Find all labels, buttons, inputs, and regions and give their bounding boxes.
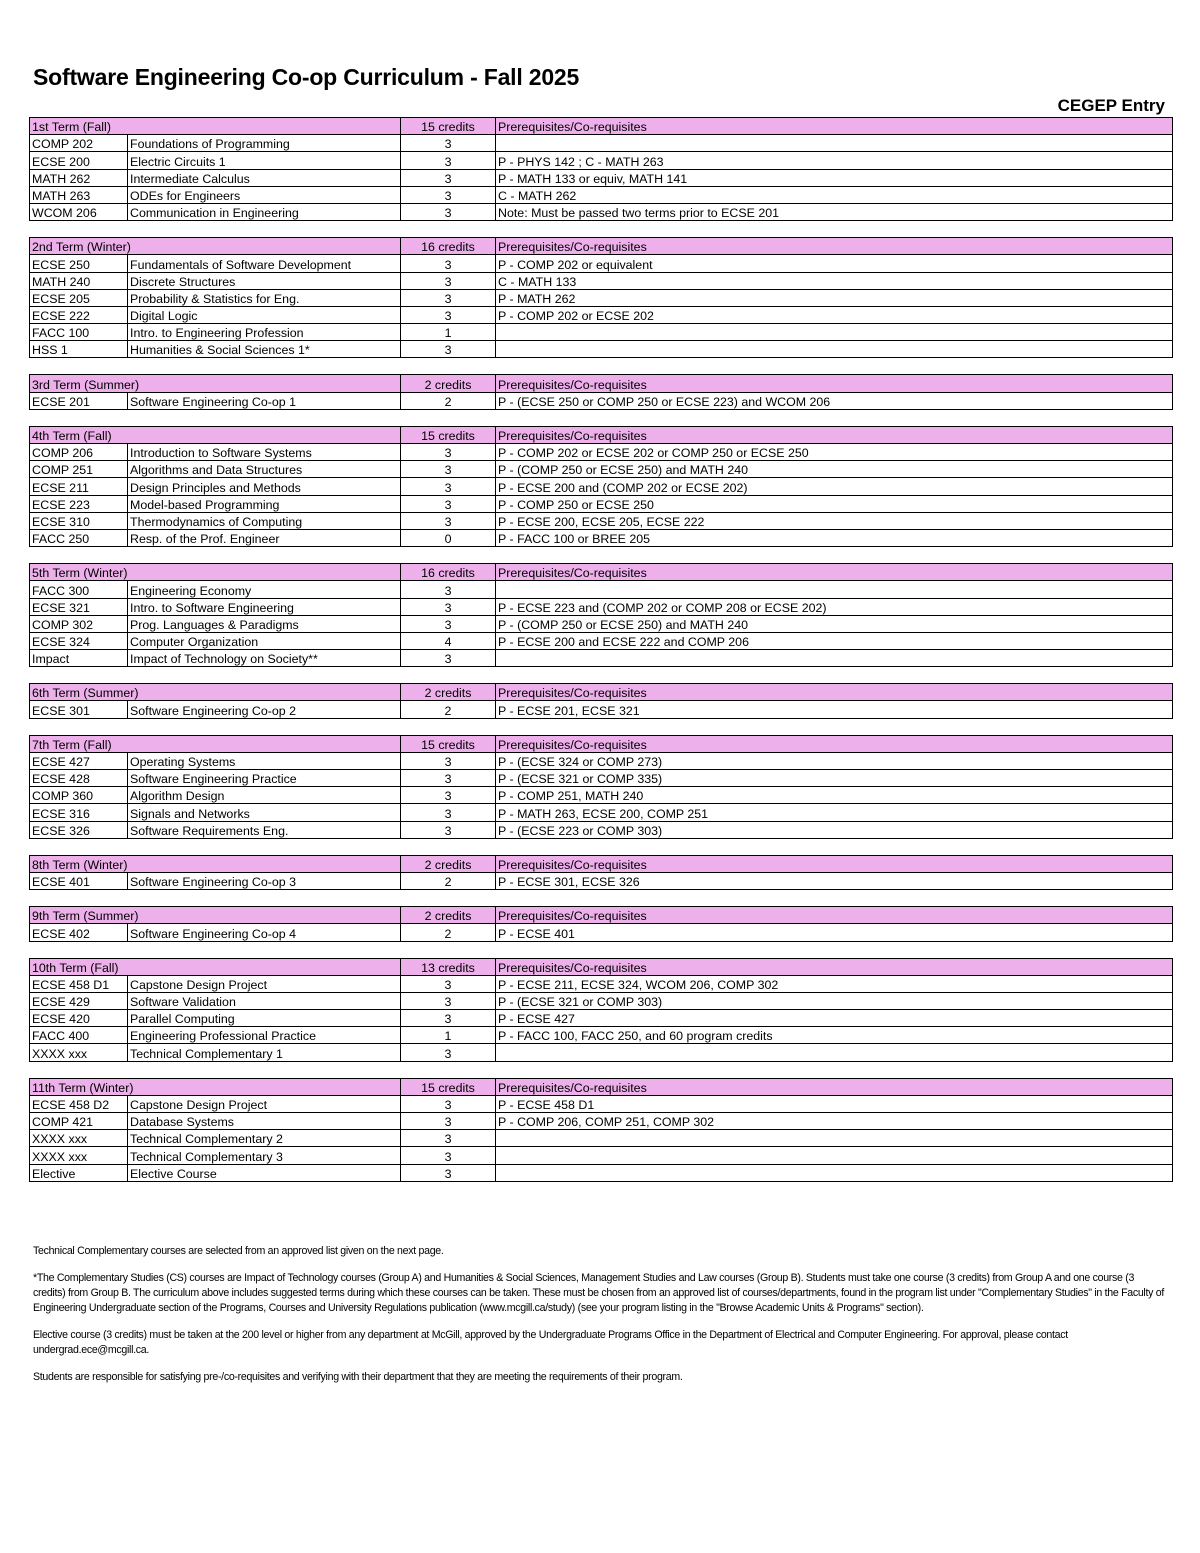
course-title: Algorithms and Data Structures (128, 461, 401, 478)
course-row (30, 169, 1173, 186)
course-row (30, 872, 1173, 889)
course-credits: 3 (401, 1147, 496, 1164)
course-row (30, 1113, 1173, 1130)
term-table (29, 855, 1173, 890)
prereq-header: Prerequisites/Co-requisites (496, 958, 1173, 975)
course-credits: 3 (401, 203, 496, 220)
course-credits: 3 (401, 135, 496, 152)
term-name: 2nd Term (Winter) (30, 238, 401, 255)
course-prereq: P - (ECSE 250 or COMP 250 or ECSE 223) and WCOM 206 (496, 392, 1173, 409)
course-title: Computer Organization (128, 632, 401, 649)
course-code: ECSE 301 (30, 701, 128, 718)
course-title: Software Engineering Co-op 3 (128, 872, 401, 889)
course-title: Software Engineering Co-op 1 (128, 392, 401, 409)
course-credits: 1 (401, 324, 496, 341)
course-title: Database Systems (128, 1113, 401, 1130)
prereq-header: Prerequisites/Co-requisites (496, 855, 1173, 872)
course-code: ECSE 326 (30, 821, 128, 838)
prereq-header: Prerequisites/Co-requisites (496, 1078, 1173, 1095)
course-title: Introduction to Software Systems (128, 444, 401, 461)
term-name: 7th Term (Fall) (30, 735, 401, 752)
course-credits: 3 (401, 992, 496, 1009)
term-table (29, 563, 1173, 667)
course-row (30, 341, 1173, 358)
course-prereq: P - MATH 133 or equiv, MATH 141 (496, 169, 1173, 186)
course-title: Signals and Networks (128, 804, 401, 821)
course-code: COMP 251 (30, 461, 128, 478)
course-title: Software Engineering Practice (128, 770, 401, 787)
note-elective: Elective course (3 credits) must be taken at the 200 level or higher from any department at McGill, approved by the Undergraduate Programs Office in the Department of Electrical and Computer Engineering. For approval, please contact undergrad.ece@mcgill.ca. (33, 1329, 1068, 1356)
course-title: Intro. to Software Engineering (128, 598, 401, 615)
course-code: ECSE 310 (30, 512, 128, 529)
course-code: ECSE 223 (30, 495, 128, 512)
course-row (30, 1044, 1173, 1061)
course-title: Capstone Design Project (128, 975, 401, 992)
course-credits: 3 (401, 1010, 496, 1027)
course-code: ECSE 401 (30, 872, 128, 889)
course-code: ECSE 324 (30, 632, 128, 649)
course-row (30, 615, 1173, 632)
course-code: COMP 360 (30, 787, 128, 804)
prereq-header: Prerequisites/Co-requisites (496, 735, 1173, 752)
course-credits: 2 (401, 872, 496, 889)
course-title: Software Validation (128, 992, 401, 1009)
course-code: HSS 1 (30, 341, 128, 358)
course-row (30, 1147, 1173, 1164)
course-row (30, 804, 1173, 821)
term-credits: 2 credits (401, 684, 496, 701)
term-name: 10th Term (Fall) (30, 958, 401, 975)
course-credits: 3 (401, 821, 496, 838)
prereq-header: Prerequisites/Co-requisites (496, 375, 1173, 392)
course-credits: 3 (401, 306, 496, 323)
term-name: 8th Term (Winter) (30, 855, 401, 872)
prereq-header: Prerequisites/Co-requisites (496, 118, 1173, 135)
course-code: ECSE 402 (30, 924, 128, 941)
course-title: Discrete Structures (128, 272, 401, 289)
term-credits: 2 credits (401, 375, 496, 392)
course-row (30, 650, 1173, 667)
course-prereq: P - ECSE 200 and ECSE 222 and COMP 206 (496, 632, 1173, 649)
course-credits: 3 (401, 289, 496, 306)
course-code: WCOM 206 (30, 203, 128, 220)
course-row (30, 770, 1173, 787)
course-prereq: C - MATH 133 (496, 272, 1173, 289)
course-prereq (496, 341, 1173, 358)
course-prereq (496, 650, 1173, 667)
term-table (29, 1078, 1173, 1182)
course-code: COMP 421 (30, 1113, 128, 1130)
course-code: Impact (30, 650, 128, 667)
course-credits: 2 (401, 924, 496, 941)
term-header-row (30, 735, 1173, 752)
course-title: Probability & Statistics for Eng. (128, 289, 401, 306)
course-prereq: P - COMP 202 or ECSE 202 or COMP 250 or ECSE 250 (496, 444, 1173, 461)
course-credits: 3 (401, 1130, 496, 1147)
course-credits: 2 (401, 392, 496, 409)
course-title: Intermediate Calculus (128, 169, 401, 186)
course-credits: 3 (401, 598, 496, 615)
course-row (30, 1164, 1173, 1181)
course-title: Intro. to Engineering Profession (128, 324, 401, 341)
course-row (30, 324, 1173, 341)
term-table (29, 237, 1173, 358)
term-table (29, 374, 1173, 409)
term-name: 1st Term (Fall) (30, 118, 401, 135)
course-row (30, 992, 1173, 1009)
course-row (30, 975, 1173, 992)
course-title: Elective Course (128, 1164, 401, 1181)
course-prereq: P - FACC 100 or BREE 205 (496, 529, 1173, 546)
course-row (30, 289, 1173, 306)
term-table (29, 426, 1173, 547)
course-code: XXXX xxx (30, 1130, 128, 1147)
course-title: Operating Systems (128, 752, 401, 769)
term-table (29, 735, 1173, 839)
course-prereq: P - (ECSE 321 or COMP 335) (496, 770, 1173, 787)
course-title: Technical Complementary 3 (128, 1147, 401, 1164)
term-header-row (30, 907, 1173, 924)
course-row (30, 152, 1173, 169)
course-credits: 3 (401, 152, 496, 169)
term-credits: 2 credits (401, 907, 496, 924)
course-prereq: P - PHYS 142 ; C - MATH 263 (496, 152, 1173, 169)
course-row (30, 581, 1173, 598)
term-header-row (30, 118, 1173, 135)
course-row (30, 529, 1173, 546)
course-prereq (496, 1044, 1173, 1061)
course-prereq: P - MATH 263, ECSE 200, COMP 251 (496, 804, 1173, 821)
course-credits: 3 (401, 478, 496, 495)
course-code: XXXX xxx (30, 1044, 128, 1061)
course-row (30, 821, 1173, 838)
course-title: Impact of Technology on Society** (128, 650, 401, 667)
course-credits: 3 (401, 752, 496, 769)
course-prereq: P - ECSE 200, ECSE 205, ECSE 222 (496, 512, 1173, 529)
note-student-responsibility: Students are responsible for satisfying pre-/co-requisites and verifying with their department that they are meeting the requirements of their program. (33, 1371, 683, 1383)
term-name: 11th Term (Winter) (30, 1078, 401, 1095)
course-prereq: P - COMP 251, MATH 240 (496, 787, 1173, 804)
course-title: ODEs for Engineers (128, 186, 401, 203)
course-credits: 3 (401, 495, 496, 512)
course-prereq: P - COMP 202 or ECSE 202 (496, 306, 1173, 323)
term-header-row (30, 684, 1173, 701)
prereq-header: Prerequisites/Co-requisites (496, 564, 1173, 581)
course-row (30, 924, 1173, 941)
term-table (29, 958, 1173, 1062)
course-prereq (496, 1147, 1173, 1164)
course-code: MATH 240 (30, 272, 128, 289)
course-prereq (496, 324, 1173, 341)
term-credits: 2 credits (401, 855, 496, 872)
course-credits: 3 (401, 1113, 496, 1130)
course-code: ECSE 427 (30, 752, 128, 769)
course-code: ECSE 429 (30, 992, 128, 1009)
course-row (30, 787, 1173, 804)
course-prereq: P - (COMP 250 or ECSE 250) and MATH 240 (496, 615, 1173, 632)
course-row (30, 135, 1173, 152)
prereq-header: Prerequisites/Co-requisites (496, 684, 1173, 701)
course-title: Model-based Programming (128, 495, 401, 512)
term-table (29, 683, 1173, 718)
course-code: MATH 263 (30, 186, 128, 203)
course-credits: 3 (401, 444, 496, 461)
course-code: ECSE 250 (30, 255, 128, 272)
course-credits: 2 (401, 701, 496, 718)
course-credits: 3 (401, 770, 496, 787)
curriculum-terms (29, 117, 1172, 1198)
course-credits: 3 (401, 512, 496, 529)
course-code: Elective (30, 1164, 128, 1181)
course-title: Parallel Computing (128, 1010, 401, 1027)
course-prereq: P - ECSE 223 and (COMP 202 or COMP 208 or ECSE 202) (496, 598, 1173, 615)
course-prereq: P - COMP 206, COMP 251, COMP 302 (496, 1113, 1173, 1130)
course-code: COMP 302 (30, 615, 128, 632)
term-header-row (30, 564, 1173, 581)
term-credits: 15 credits (401, 118, 496, 135)
note-complementary-studies: *The Complementary Studies (CS) courses are Impact of Technology courses (Group A) and Humanities & Social Sciences, Management Studies and Law courses (Group B). Students must take one course (3 credits) from Group A and one course (3 credits) from Group B. The curriculum above includes suggested terms during which these courses can be taken. These must be chosen from an approved list of courses/departments, found in the program list under "Complementary Studies" in the Faculty of Engineering Undergraduate section of the Programs, Courses and University Regulations publication (www.mcgill.ca/study) (see your program listing in the "Browse Academic Units & Programs" section). (33, 1272, 1165, 1314)
course-title: Resp. of the Prof. Engineer (128, 529, 401, 546)
course-code: ECSE 316 (30, 804, 128, 821)
course-title: Capstone Design Project (128, 1095, 401, 1112)
term-credits: 13 credits (401, 958, 496, 975)
course-code: ECSE 321 (30, 598, 128, 615)
course-prereq (496, 1130, 1173, 1147)
course-title: Digital Logic (128, 306, 401, 323)
course-prereq: P - (COMP 250 or ECSE 250) and MATH 240 (496, 461, 1173, 478)
course-row (30, 598, 1173, 615)
term-table (29, 117, 1173, 221)
course-prereq: P - COMP 202 or equivalent (496, 255, 1173, 272)
course-credits: 3 (401, 615, 496, 632)
course-prereq: Note: Must be passed two terms prior to ECSE 201 (496, 203, 1173, 220)
course-code: FACC 400 (30, 1027, 128, 1044)
course-code: MATH 262 (30, 169, 128, 186)
entry-type-label: CEGEP Entry (1057, 96, 1165, 115)
course-row (30, 186, 1173, 203)
course-row (30, 1010, 1173, 1027)
term-name: 5th Term (Winter) (30, 564, 401, 581)
course-credits: 1 (401, 1027, 496, 1044)
course-prereq: P - COMP 250 or ECSE 250 (496, 495, 1173, 512)
course-credits: 3 (401, 1095, 496, 1112)
course-credits: 3 (401, 975, 496, 992)
course-row (30, 1130, 1173, 1147)
course-credits: 3 (401, 787, 496, 804)
course-title: Software Engineering Co-op 2 (128, 701, 401, 718)
course-code: COMP 206 (30, 444, 128, 461)
course-prereq: P - ECSE 201, ECSE 321 (496, 701, 1173, 718)
course-row (30, 461, 1173, 478)
course-prereq: P - (ECSE 321 or COMP 303) (496, 992, 1173, 1009)
course-title: Foundations of Programming (128, 135, 401, 152)
term-header-row (30, 238, 1173, 255)
course-row (30, 495, 1173, 512)
course-code: FACC 300 (30, 581, 128, 598)
course-title: Software Engineering Co-op 4 (128, 924, 401, 941)
course-prereq: P - ECSE 301, ECSE 326 (496, 872, 1173, 889)
course-title: Electric Circuits 1 (128, 152, 401, 169)
course-row (30, 701, 1173, 718)
course-row (30, 752, 1173, 769)
course-title: Software Requirements Eng. (128, 821, 401, 838)
term-name: 4th Term (Fall) (30, 426, 401, 443)
course-title: Humanities & Social Sciences 1* (128, 341, 401, 358)
course-prereq (496, 581, 1173, 598)
course-row (30, 203, 1173, 220)
term-header-row (30, 855, 1173, 872)
course-row (30, 1095, 1173, 1112)
course-title: Technical Complementary 1 (128, 1044, 401, 1061)
course-code: ECSE 420 (30, 1010, 128, 1027)
course-prereq: C - MATH 262 (496, 186, 1173, 203)
course-row (30, 444, 1173, 461)
course-prereq: P - MATH 262 (496, 289, 1173, 306)
course-code: FACC 250 (30, 529, 128, 546)
course-prereq: P - ECSE 211, ECSE 324, WCOM 206, COMP 302 (496, 975, 1173, 992)
course-code: XXXX xxx (30, 1147, 128, 1164)
course-code: ECSE 201 (30, 392, 128, 409)
course-credits: 3 (401, 1044, 496, 1061)
course-title: Communication in Engineering (128, 203, 401, 220)
term-credits: 16 credits (401, 564, 496, 581)
course-credits: 4 (401, 632, 496, 649)
course-title: Fundamentals of Software Development (128, 255, 401, 272)
note-technical-complementary: Technical Complementary courses are selected from an approved list given on the next page. (33, 1245, 444, 1257)
term-header-row (30, 958, 1173, 975)
course-code: ECSE 458 D1 (30, 975, 128, 992)
course-credits: 3 (401, 169, 496, 186)
prereq-header: Prerequisites/Co-requisites (496, 238, 1173, 255)
course-title: Engineering Professional Practice (128, 1027, 401, 1044)
course-row (30, 255, 1173, 272)
course-prereq: P - (ECSE 223 or COMP 303) (496, 821, 1173, 838)
course-credits: 3 (401, 461, 496, 478)
course-credits: 3 (401, 255, 496, 272)
course-row (30, 272, 1173, 289)
course-row (30, 306, 1173, 323)
course-title: Thermodynamics of Computing (128, 512, 401, 529)
course-credits: 3 (401, 804, 496, 821)
course-row (30, 478, 1173, 495)
course-prereq: P - ECSE 401 (496, 924, 1173, 941)
course-code: COMP 202 (30, 135, 128, 152)
term-table (29, 906, 1173, 941)
course-credits: 3 (401, 1164, 496, 1181)
course-prereq: P - ECSE 200 and (COMP 202 or ECSE 202) (496, 478, 1173, 495)
term-credits: 16 credits (401, 238, 496, 255)
course-row (30, 632, 1173, 649)
course-title: Algorithm Design (128, 787, 401, 804)
course-code: ECSE 205 (30, 289, 128, 306)
prereq-header: Prerequisites/Co-requisites (496, 907, 1173, 924)
footnotes (33, 1244, 1168, 1397)
course-row (30, 512, 1173, 529)
term-name: 9th Term (Summer) (30, 907, 401, 924)
course-prereq: P - (ECSE 324 or COMP 273) (496, 752, 1173, 769)
term-name: 3rd Term (Summer) (30, 375, 401, 392)
course-row (30, 1027, 1173, 1044)
course-code: ECSE 211 (30, 478, 128, 495)
course-code: FACC 100 (30, 324, 128, 341)
course-row (30, 392, 1173, 409)
term-header-row (30, 1078, 1173, 1095)
course-title: Prog. Languages & Paradigms (128, 615, 401, 632)
course-code: ECSE 428 (30, 770, 128, 787)
course-credits: 3 (401, 341, 496, 358)
course-title: Engineering Economy (128, 581, 401, 598)
course-title: Technical Complementary 2 (128, 1130, 401, 1147)
course-prereq: P - ECSE 458 D1 (496, 1095, 1173, 1112)
term-credits: 15 credits (401, 1078, 496, 1095)
course-code: ECSE 222 (30, 306, 128, 323)
course-prereq: P - FACC 100, FACC 250, and 60 program credits (496, 1027, 1173, 1044)
course-prereq (496, 1164, 1173, 1181)
course-credits: 3 (401, 650, 496, 667)
course-credits: 0 (401, 529, 496, 546)
course-credits: 3 (401, 581, 496, 598)
course-credits: 3 (401, 272, 496, 289)
term-header-row (30, 426, 1173, 443)
course-title: Design Principles and Methods (128, 478, 401, 495)
term-name: 6th Term (Summer) (30, 684, 401, 701)
course-code: ECSE 200 (30, 152, 128, 169)
page-title: Software Engineering Co-op Curriculum - Fall 2025 (33, 64, 580, 90)
prereq-header: Prerequisites/Co-requisites (496, 426, 1173, 443)
term-header-row (30, 375, 1173, 392)
course-prereq: P - ECSE 427 (496, 1010, 1173, 1027)
course-prereq (496, 135, 1173, 152)
term-credits: 15 credits (401, 735, 496, 752)
course-code: ECSE 458 D2 (30, 1095, 128, 1112)
term-credits: 15 credits (401, 426, 496, 443)
course-credits: 3 (401, 186, 496, 203)
